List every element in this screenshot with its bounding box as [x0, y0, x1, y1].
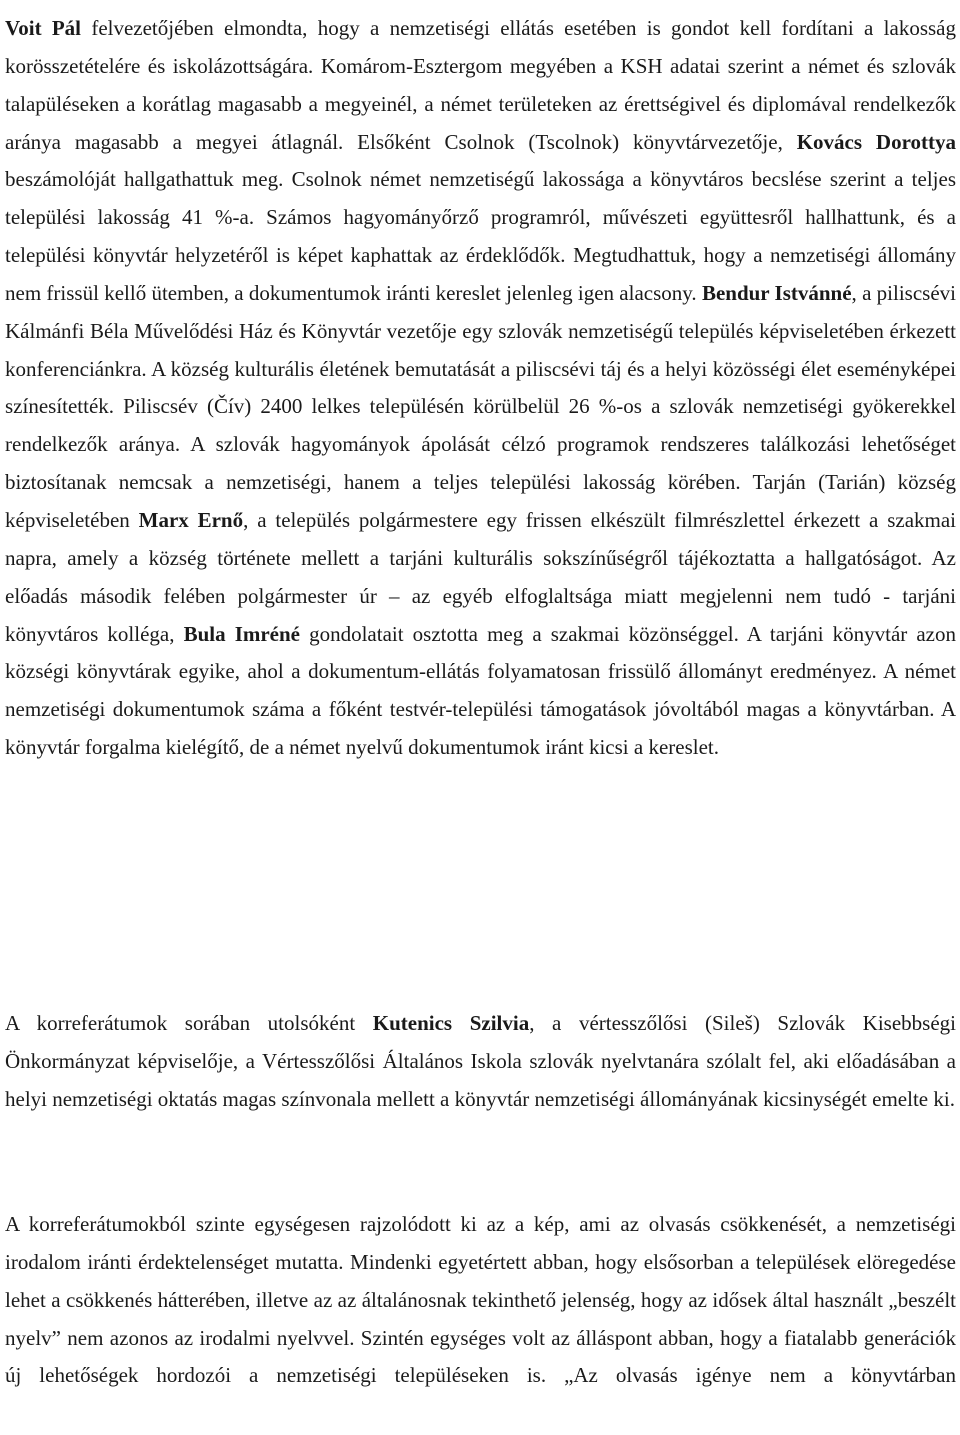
- paragraph-text: gondolatait osztotta meg a szakmai közönséggel. A tarjáni könyvtár azon községi könyvtárak egyike, ahol a dokumentum-ellátás folyamatosan frissülő állományt eredményez. A német nemzetiségi dokumentumok száma a főként testvér-települési támogatások jóvoltából magas a könyvtárban. A könyvtár forgalma kielégítő, de a német nyelvű dokumentumok iránt kicsi a kereslet.: [5, 621, 956, 760]
- person-name: Kutenics Szilvia: [372, 1011, 530, 1035]
- paragraph-3: [5, 1206, 956, 1395]
- person-name: Bendur Istvánné: [701, 280, 852, 305]
- paragraph-text: , a település polgármestere egy frissen elkészült filmrészlettel érkezett a szakmai napra, amely a község története mellett a tarjáni kulturális sokszínűségről tájékoztatta a hallgatóságot. Az előadás második felében polgármester úr – az egyéb elfoglaltsága miatt megjelenni nem tudó - tarjáni könyvtáros kolléga,: [5, 507, 957, 646]
- paragraph-text: A korreferátumok sorában utolsóként: [5, 1011, 373, 1035]
- person-name: Kovács Dorottya: [796, 129, 957, 154]
- paragraph-text: , a piliscsévi Kálmánfi Béla Művelődési Ház és Könyvtár vezetője egy szlovák nemzetiségű település képviseletében érkezett konferenciánkra. A község kulturális életének bemutatását a piliscsévi táj és a helyi közösségi élet eseményképei színesítették. Piliscsév (Čív) 2400 lelkes településén körülbelül 26 %-os a szlovák nemzetiségi gyökerekkel rendelkezők aránya. A szlovák hagyományok ápolását célzó programok rendszeres találkozási lehetőséget biztosítanak nemcsak a nemzetiségi, hanem a teljes települési lakosság körében. Tarján (Tarián) község képviseletében: [5, 280, 956, 532]
- person-name: Marx Ernő: [138, 507, 244, 532]
- paragraph-2: [5, 1005, 956, 1119]
- paragraph-text: beszámolóját hallgathattuk meg. Csolnok német nemzetiségű lakossága a könyvtáros becslése szerint a teljes települési lakosság 41 %-a. Számos hagyományőrző programról, művészeti együttesről hallhattunk, és a települési könyvtár helyzetéről is képet kaphattak az érdeklődők. Megtudhattuk, hogy a nemzetiségi állomány nem frissül kellő ütemben, a dokumentumok iránti kereslet jelenleg igen alacsony.: [5, 167, 956, 305]
- person-name: Voit Pál: [5, 16, 82, 40]
- paragraph-text: A korreferátumokból szinte egységesen rajzolódott ki az a kép, ami az olvasás csökkenését, a nemzetiségi irodalom iránti érdektelenséget mutatta. Mindenki egyetértett abban, hogy elsősorban a települések elöregedése lehet a csökkenés hátterében, illetve az az általánosnak tekinthető jelenség, hogy az idősek által használt „beszélt nyelv” nem azonos az irodalmi nyelvvel. Szintén egységes volt az álláspont abban, hogy a fiatalabb generációk új lehetőségek hordozói a nemzetiségi településeken is. „Az olvasás igénye nem a könyvtárban: [5, 1212, 956, 1388]
- person-name: Bula Imréné: [183, 621, 300, 646]
- paragraph-text: , a vértesszőlősi (Sileš) Szlovák Kisebbségi Önkormányzat képviselője, a Vértesszőlősi Általános Iskola szlovák nyelvtanára szólalt fel, aki előadásában a helyi nemzetiségi oktatás magas színvonala mellett a könyvtár nemzetiségi állományának kicsinységét emelte ki.: [5, 1011, 956, 1111]
- paragraph-text: felvezetőjében elmondta, hogy a nemzetiségi ellátás esetében is gondot kell fordítani a lakosság korösszetételére és iskolázottságára. Komárom-Esztergom megyében a KSH adatai szerint a német és szlovák talapüléseken a korátlag magasabb a megyeinél, a német területeken az érettségivel és diplomával rendelkezők aránya magasabb a megyei átlagnál. Elsőként Csolnok (Tscolnok) könyvtárvezetője,: [5, 16, 956, 154]
- paragraph-1: [5, 10, 956, 767]
